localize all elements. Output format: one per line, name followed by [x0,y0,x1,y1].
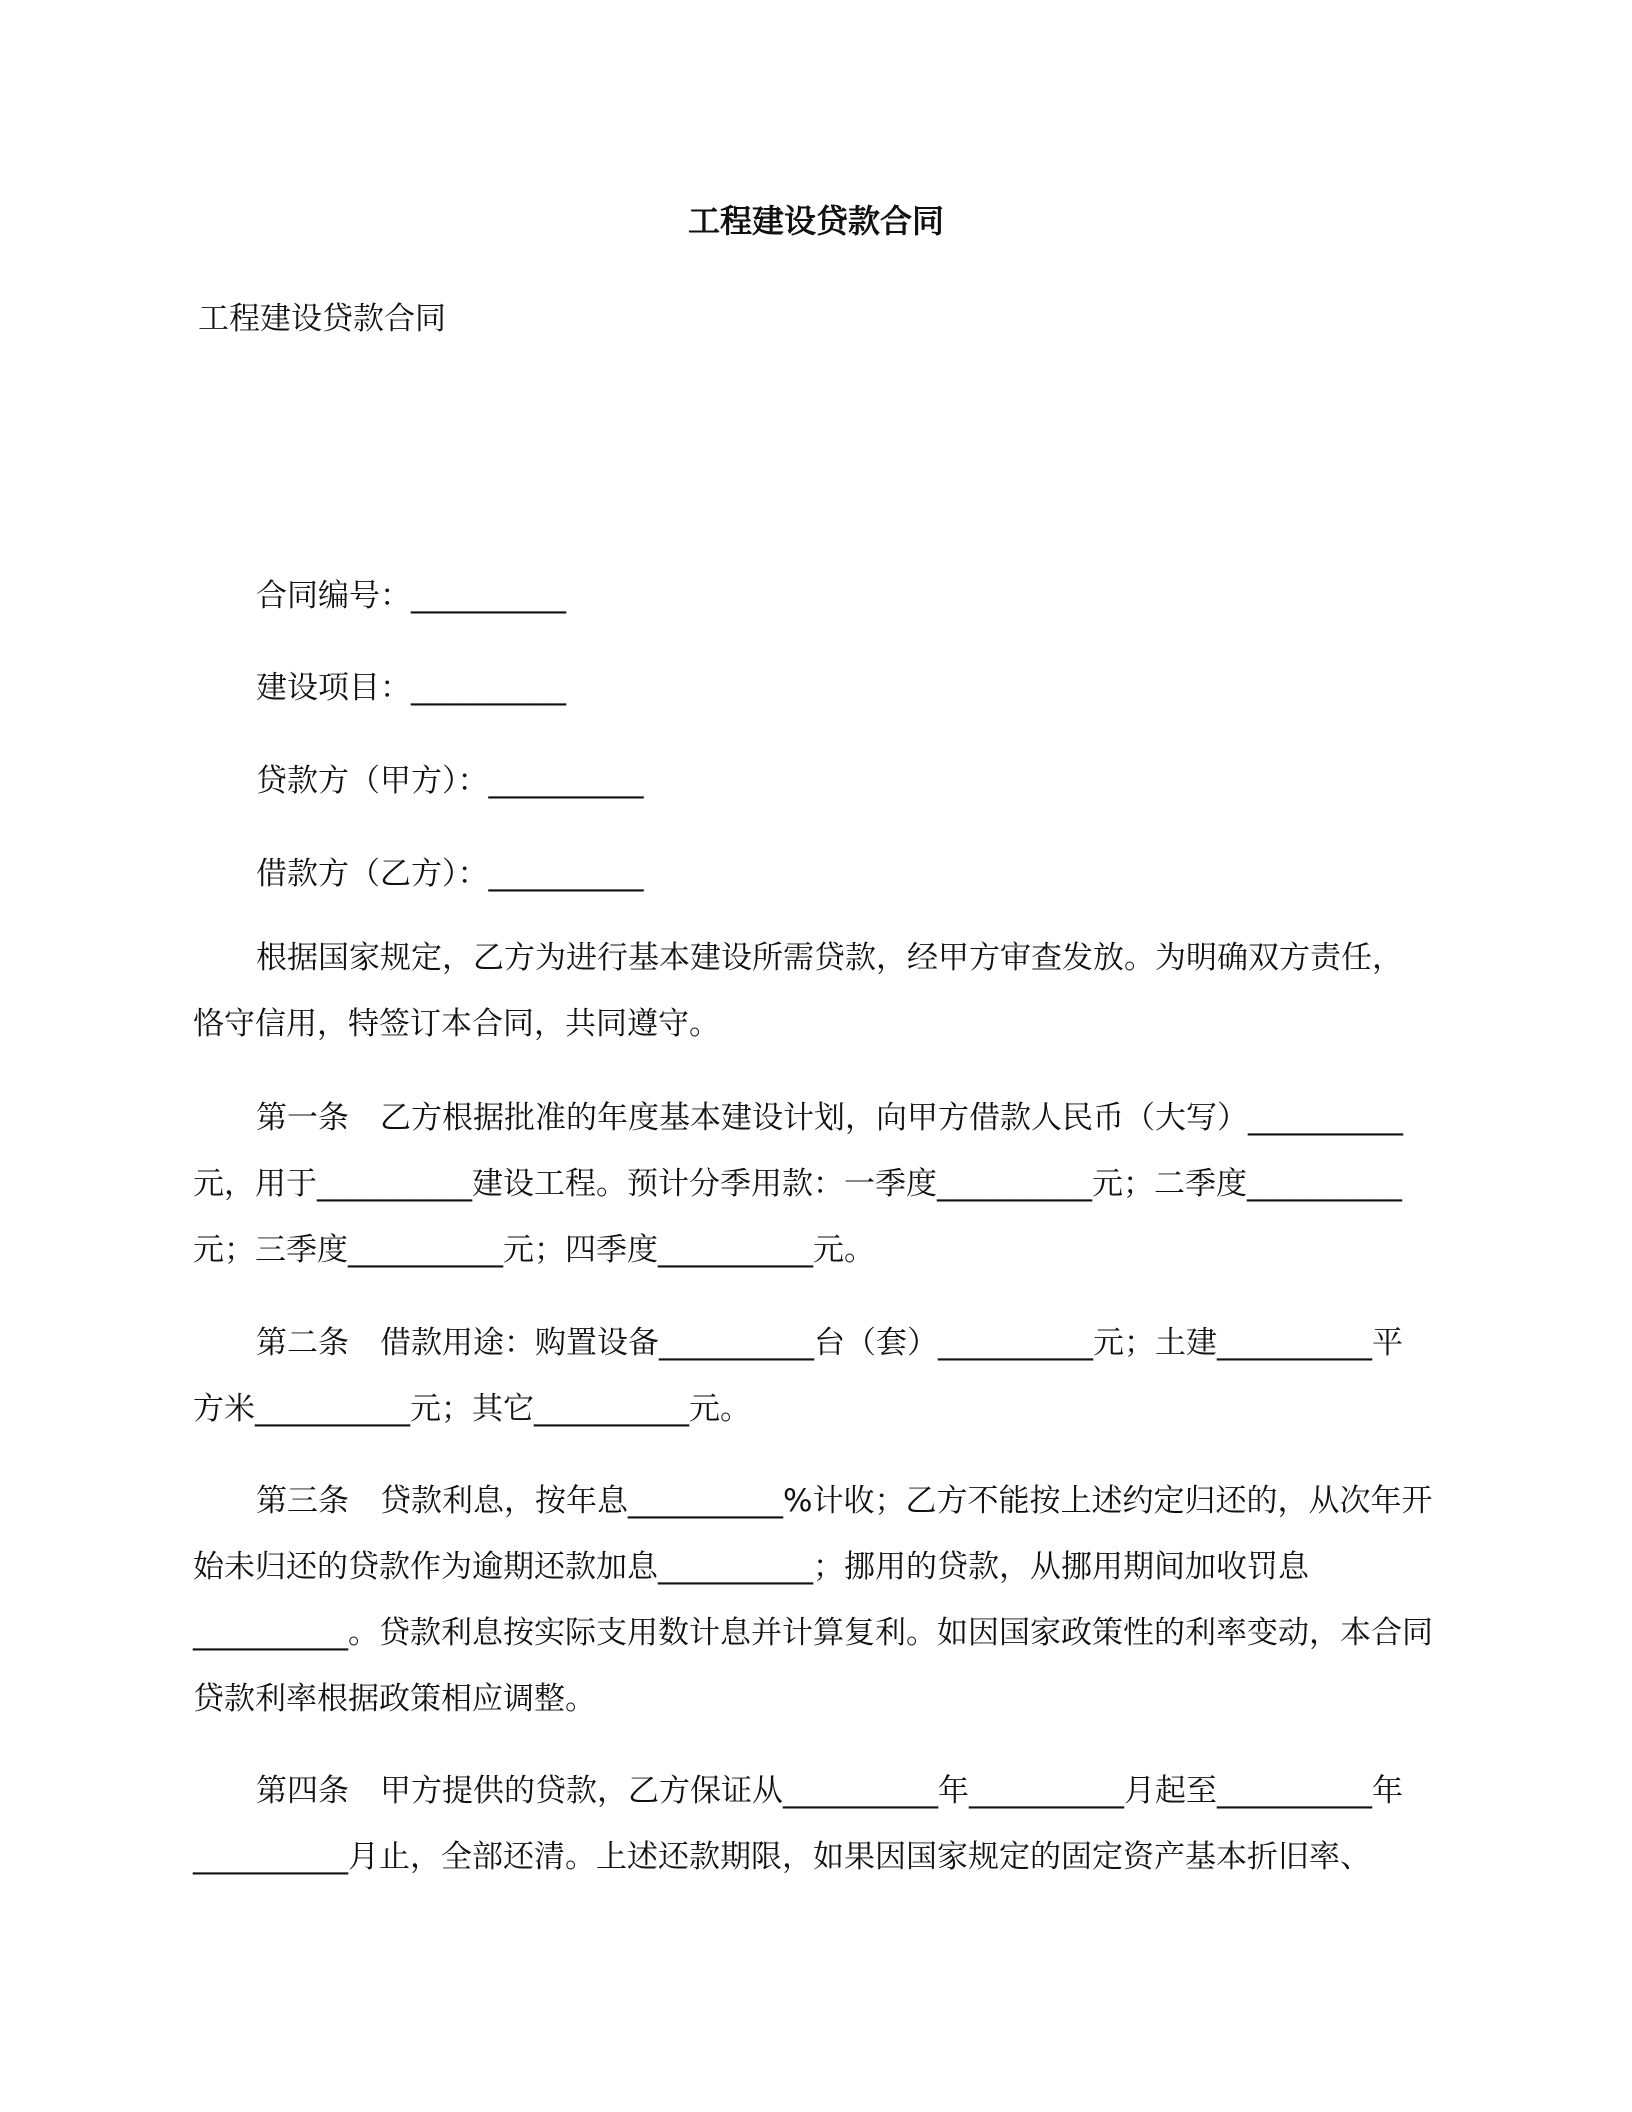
field-blank: __________ [411,578,566,614]
field-blank: __________ [488,763,644,799]
paragraph-article-3: 第三条 贷款利息，按年息__________%计收；乙方不能按上述约定归还的，从次年开始未归还的贷款作为逾期还款加息__________；挪用的贷款，从挪用期间加收罚息__________。贷款利息按实际支用数计息并计算复利。如因国家政策性的利率变动，本合同贷款利率根据政策相应调整。 [193,1483,1433,1717]
field-label: 借款方（乙方）： [256,856,489,892]
field-label: 合同编号： [256,578,411,614]
paragraph-article-4: 第四条 甲方提供的贷款，乙方保证从__________年__________月起至__________年__________月止，全部还清。上述还款期限，如果因国家规定的固定资产基本折旧率、 [193,1773,1403,1875]
field-label: 贷款方（甲方）： [256,763,489,799]
field-lender [256,755,644,800]
paragraph-article-1: 第一条 乙方根据批准的年度基本建设计划，向甲方借款人民币（大写）__________元，用于__________建设工程。预计分季用款：一季度__________元；二季度__________元；三季度__________元；四季度__________元。 [193,1100,1403,1268]
field-label: 建设项目： [256,670,411,706]
paragraph-preamble: 根据国家规定，乙方为进行基本建设所需贷款，经甲方审查发放。为明确双方责任，恪守信用，特签订本合同，共同遵守。 [193,940,1403,1042]
document-title: 工程建设贷款合同 [687,202,944,240]
field-blank: __________ [488,856,644,892]
field-contract-number [256,570,566,615]
field-blank: __________ [411,670,566,706]
field-construction-project [256,662,566,707]
document-subtitle: 工程建设贷款合同 [198,301,446,337]
field-borrower [256,848,644,893]
paragraph-article-2: 第二条 借款用途：购置设备__________台（套）__________元；土建__________平方米__________元；其它__________元。 [193,1325,1403,1427]
